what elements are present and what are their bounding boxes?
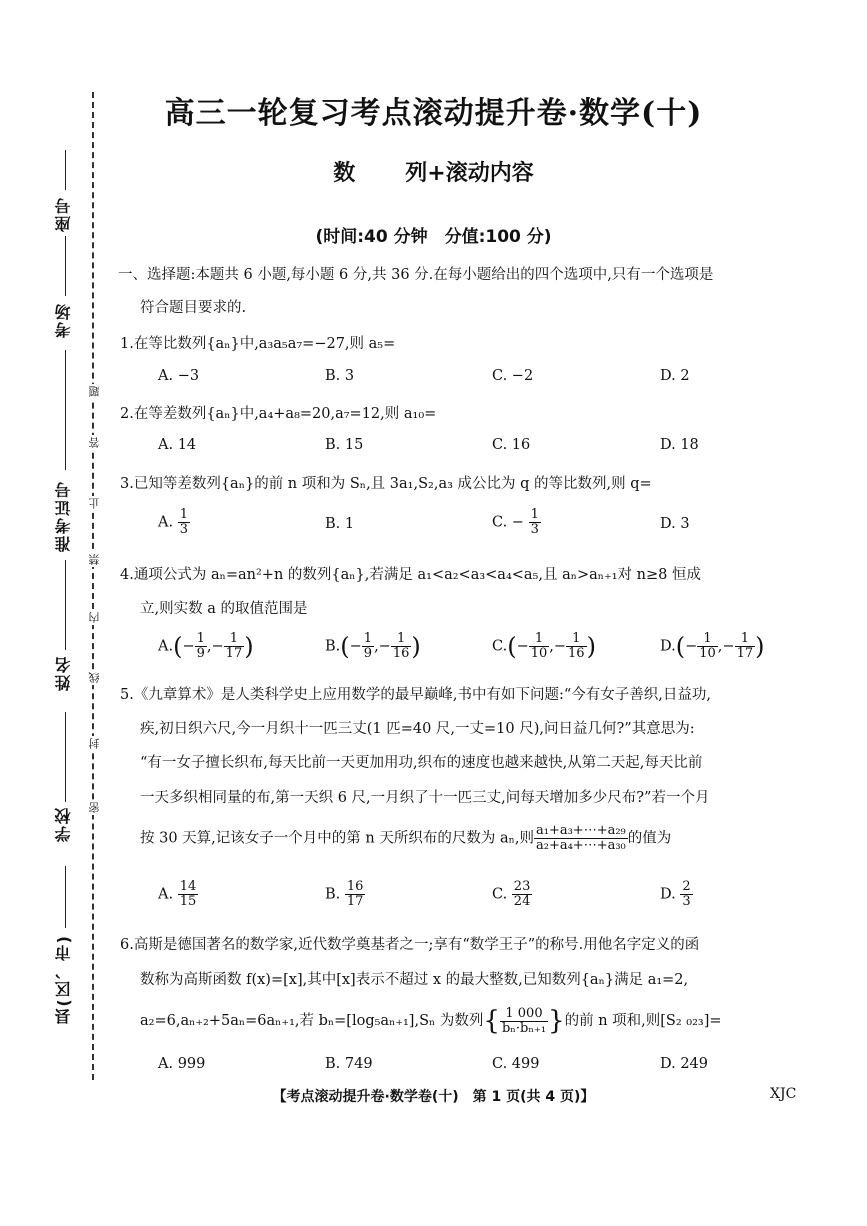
denominator: 16 <box>568 646 585 661</box>
option-letter: C. <box>492 886 508 903</box>
denominator: 10 <box>699 646 716 661</box>
q6-line2: 数称为高斯函数 f(x)=[x],其中[x]表示不超过 x 的最大整数,已知数列{aₙ}满足 a₁=2, <box>140 972 689 988</box>
seal-char: 线 <box>86 670 104 685</box>
fraction <box>534 824 628 853</box>
fraction <box>680 880 692 909</box>
seal-char: 封 <box>86 736 104 751</box>
option-letter: B. <box>325 638 341 655</box>
county-fill-line[interactable] <box>65 866 66 928</box>
seal-char: 题 <box>86 384 104 399</box>
fraction <box>195 632 207 661</box>
numerator: 1 <box>391 632 412 647</box>
section-header-line2: 符合题目要求的. <box>140 300 247 316</box>
q4-option-d[interactable]: D.(− $\frac{1}{10}$ ,− $\frac{1}{17}$ ) <box>660 631 765 661</box>
paper-code: XJC <box>770 1086 797 1102</box>
denominator: bₙ·bₙ₊₁ <box>501 1020 547 1036</box>
numerator: 1 <box>196 631 205 646</box>
denominator: 3 <box>530 522 539 537</box>
seal-char: 禁 <box>86 552 104 567</box>
q5-option-d[interactable] <box>660 880 693 909</box>
numerator: 1 <box>363 631 373 646</box>
page-subtitle <box>0 156 867 187</box>
option-letter: B. <box>325 886 341 903</box>
option-letter: D. <box>660 638 676 655</box>
q2-stem: 2.在等差数列{aₙ}中,a₄+a₈=20,a₇=12,则 a₁₀= <box>120 406 437 422</box>
denominator: 3 <box>682 894 691 909</box>
fraction <box>178 880 199 909</box>
school-label: 学校 <box>54 806 73 842</box>
q2-option-d[interactable]: D. 18 <box>660 437 699 453</box>
q3-option-b[interactable]: B. 1 <box>325 516 355 532</box>
fraction <box>362 632 374 661</box>
numerator: 23 <box>513 879 531 894</box>
seal-char: 内 <box>86 610 104 625</box>
q1-option-a[interactable]: A. −3 <box>158 368 200 384</box>
fraction <box>224 632 245 661</box>
seal-char: 密 <box>86 800 104 815</box>
q5-line1: 5.《九章算术》是人类科学史上应用数学的最早巅峰,书中有如下问题:“今有女子善织,日益功, <box>120 687 711 703</box>
q4-option-b[interactable]: B.(− $\frac{1}{9}$ ,− $\frac{1}{16}$ ) <box>325 631 421 661</box>
q1-stem: 1.在等比数列{aₙ}中,a₃a₅a₇=−27,则 a₅= <box>120 336 396 352</box>
q5-option-b[interactable] <box>325 880 365 909</box>
fraction <box>512 880 533 909</box>
denominator: 16 <box>392 646 410 661</box>
numerator: 1 <box>735 632 756 647</box>
section-header-line1: 一、选择题:本题共 6 小题,每小题 6 分,共 36 分.在每小题给出的四个选项中,只有一个选项是 <box>118 267 714 283</box>
fraction <box>178 508 190 537</box>
fraction <box>500 1007 548 1036</box>
option-letter: A. <box>158 638 174 655</box>
q6-line3: a₂=6,aₙ₊₂+5aₙ=6aₙ₊₁,若 bₙ=[log₅aₙ₊₁],Sₙ 为数列{ $\frac{1 000}{\text{bₙ·bₙ₊₁}}$ }的前 n 项和,则[S₂ ₀₂₃]= <box>140 1005 722 1036</box>
page-footer: 【考点滚动提升卷·数学卷(十) 第 1 页(共 4 页)】 <box>272 1089 595 1105</box>
option-letter: A. <box>158 514 174 531</box>
q4-option-a[interactable]: A.(− $\frac{1}{9}$ ,− $\frac{1}{17}$ ) <box>158 631 254 661</box>
denominator: 17 <box>736 646 754 661</box>
q6-line1: 6.高斯是德国著名的数学家,近代数学奠基者之一;享有“数学王子”的称号.用他名字定义的函 <box>120 937 700 953</box>
numerator: a₁+a₃+⋯+a₂₉ <box>535 823 626 838</box>
ticket-fill-line[interactable] <box>65 350 66 470</box>
county-label: 县(区、市) <box>54 934 73 1025</box>
fraction <box>529 632 550 661</box>
q5-option-c[interactable] <box>492 880 532 909</box>
q5-line5 <box>140 824 671 853</box>
numerator: 1 <box>697 632 718 647</box>
q2-option-c[interactable]: C. 16 <box>492 437 531 453</box>
denominator: 9 <box>196 646 205 661</box>
q5-line2: 疾,初日织六尺,今一月织十一匹三丈(1 匹=40 尺,一丈=10 尺),问日益几何?”其意思为: <box>140 721 695 737</box>
denominator: 24 <box>513 894 531 909</box>
fraction <box>566 632 587 661</box>
q5-line3: “有一女子擅长织布,每天比前一天更加用功,织布的速度也越来越快,从第二天起,每天比前 <box>140 755 703 771</box>
q6-line3-tail: 的前 n 项和,则[S₂ ₀₂₃]= <box>564 1013 722 1029</box>
time-info: (时间:40 分钟 分值:100 分) <box>315 227 552 247</box>
q6-option-c[interactable]: C. 499 <box>492 1056 540 1072</box>
seat-label: 座号 <box>54 196 73 232</box>
seal-char: 答 <box>86 435 104 450</box>
q2-option-a[interactable]: A. 14 <box>158 437 197 453</box>
q2-option-b[interactable]: B. 15 <box>325 437 364 453</box>
q5-line4: 一天多织相同量的布,第一天织 6 尺,一月织了十一匹三丈,问每天增加多少尺布?”若一个月 <box>140 790 710 806</box>
denominator: 10 <box>530 646 548 661</box>
numerator: 1 <box>529 632 550 647</box>
q6-option-a[interactable]: A. 999 <box>158 1056 206 1072</box>
fraction <box>697 632 718 661</box>
q3-option-c[interactable] <box>492 508 541 537</box>
denominator: 3 <box>179 522 188 537</box>
q3-stem: 3.已知等差数列{aₙ}的前 n 项和为 Sₙ,且 3a₁,S₂,a₃ 成公比为 q 的等比数列,则 q= <box>120 476 652 492</box>
fraction <box>391 632 412 661</box>
q6-line3-text: a₂=6,aₙ₊₂+5aₙ=6aₙ₊₁,若 bₙ=[log₅aₙ₊₁],Sₙ 为数列 <box>140 1013 484 1029</box>
q3-option-d[interactable]: D. 3 <box>660 516 690 532</box>
exam-room-label: 考场 <box>54 302 73 338</box>
seal-char: 止 <box>86 496 104 511</box>
numerator: 1 000 <box>500 1007 548 1022</box>
fraction <box>345 880 366 909</box>
numerator: 1 <box>566 632 587 647</box>
option-letter: D. <box>660 886 676 903</box>
ticket-label: 准考证号 <box>54 480 73 552</box>
numerator: 16 <box>346 879 364 894</box>
q4-line2: 立,则实数 a 的取值范围是 <box>140 601 308 617</box>
fraction <box>735 632 756 661</box>
option-letter: C. <box>492 638 508 655</box>
name-label: 姓名 <box>54 655 73 691</box>
option-letter: C. − <box>492 514 524 531</box>
fraction <box>529 508 541 537</box>
denominator: 17 <box>225 646 243 661</box>
q3-option-a[interactable] <box>158 508 190 537</box>
numerator: 1 <box>224 632 245 647</box>
q1-option-b[interactable]: B. 3 <box>325 368 355 384</box>
numerator: 1 <box>179 507 188 522</box>
q5-option-a[interactable] <box>158 880 198 909</box>
subtitle-part-a: 数 <box>333 161 356 186</box>
name-fill-line[interactable] <box>65 560 66 650</box>
q1-option-c[interactable]: C. −2 <box>492 368 534 384</box>
q4-option-c[interactable]: C.(− $\frac{1}{10}$ ,− $\frac{1}{16}$ ) <box>492 631 596 661</box>
q6-option-d[interactable]: D. 249 <box>660 1056 709 1072</box>
numerator: 14 <box>179 879 197 894</box>
q5-line5-text: 按 30 天算,记该女子一个月中的第 n 天所织布的尺数为 aₙ,则 <box>140 830 534 847</box>
subtitle-part-b: 列+滚动内容 <box>405 161 534 186</box>
denominator: 9 <box>363 646 373 661</box>
numerator: 1 <box>530 507 539 522</box>
option-letter: A. <box>158 886 174 903</box>
school-fill-line[interactable] <box>65 712 66 802</box>
q5-line5-tail: 的值为 <box>627 830 672 847</box>
denominator: a₂+a₄+⋯+a₃₀ <box>535 838 626 853</box>
q6-option-b[interactable]: B. 749 <box>325 1056 373 1072</box>
denominator: 15 <box>179 894 197 909</box>
page-title: 高三一轮复习考点滚动提升卷·数学(十) <box>164 96 703 131</box>
q4-line1: 4.通项公式为 aₙ=an²+n 的数列{aₙ},若满足 a₁<a₂<a₃<a₄<a₅,且 aₙ>aₙ₊₁对 n≥8 恒成 <box>120 567 701 583</box>
denominator: 17 <box>346 894 364 909</box>
q1-option-d[interactable]: D. 2 <box>660 368 690 384</box>
numerator: 2 <box>682 879 691 894</box>
